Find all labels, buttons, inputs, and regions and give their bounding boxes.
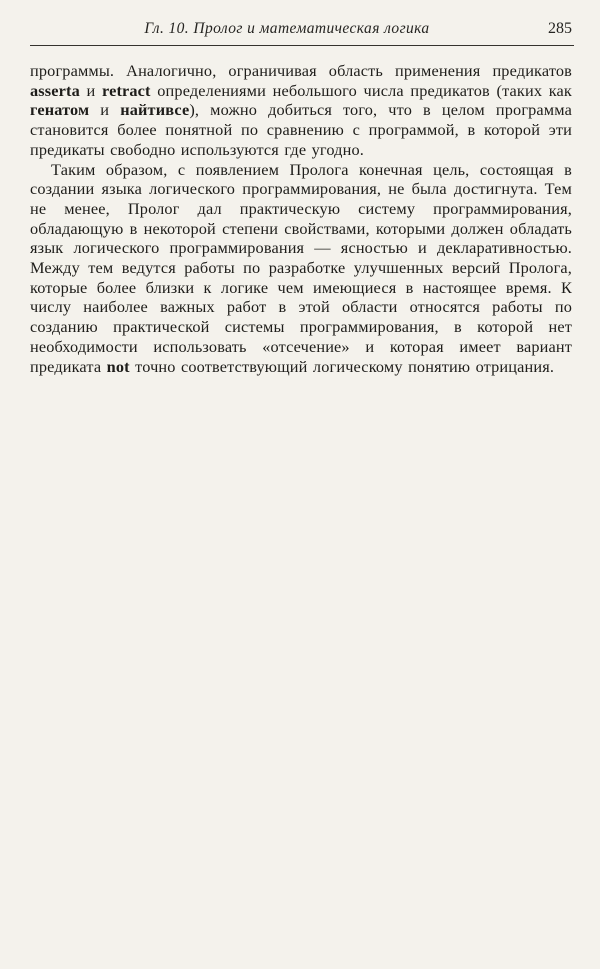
page-body (30, 61, 574, 376)
running-header (30, 20, 574, 42)
header-rule (30, 45, 574, 46)
text-run: программы. Аналогично, ограничивая область применения предикатов (30, 61, 572, 80)
text-run: и (89, 100, 121, 120)
paragraph (30, 61, 572, 160)
bold-term: retract (101, 80, 151, 100)
bold-term: not (106, 356, 130, 376)
page-number: 285 (548, 20, 572, 37)
chapter-title: Гл. 10. Пролог и математическая логика (144, 20, 430, 37)
paragraph (30, 160, 572, 377)
bold-term: генатом (30, 100, 90, 120)
text-run: определениями небольшого числа предикатов (таких как (150, 80, 572, 100)
text-run: точно соответствующий логическому понятию отрицания. (129, 356, 555, 376)
bold-term: найтивсе (120, 100, 190, 120)
text-run: ), можно добиться того, что в целом программа становится более понятной по сравнению с программой, в которой эти предикаты свободно используются где угодно. (30, 100, 572, 159)
text-run: и (79, 80, 102, 100)
text-run: Таким образом, с появлением Пролога конечная цель, состоящая в создании языка логического программирования, не была достигнута. Тем не менее, Пролог дал практическую систему программирования, обладающую в некоторой степени свойствами, которыми должен обладать язык логического программирования — ясностью и декларативностью. Между тем ведутся работы по разработке улучшенных версий Пролога, которые более близки к логике чем имеющиеся в настоящее время. К числу наиболее важных работ в этой области относятся работы по созданию практической системы программирования, в которой нет необходимости использовать «отсечение» и которая имеет вариант предиката (30, 159, 572, 376)
bold-term: asserta (30, 80, 80, 100)
